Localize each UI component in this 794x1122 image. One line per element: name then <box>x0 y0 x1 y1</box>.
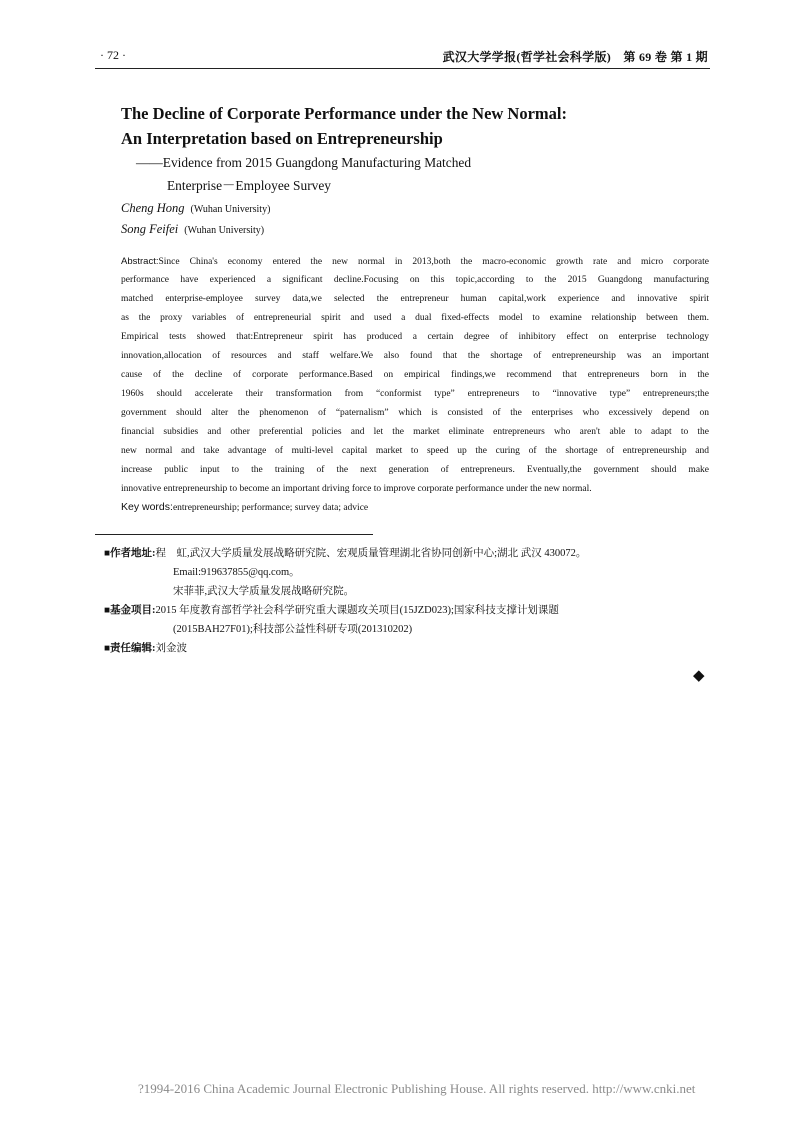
footnote-editor: ■责任编辑:刘金波 <box>104 643 188 654</box>
abstract-label: Abstract: <box>121 256 159 267</box>
page-number: · 72 · <box>100 48 126 62</box>
article-title <box>121 101 681 151</box>
footnote-label: 基金项目: <box>110 605 156 616</box>
keywords-label: Key words: <box>121 501 173 513</box>
article-subtitle <box>136 151 471 197</box>
abstract-line: government should alter the phenomenon of “paternalism” which is consisted of the enterprises who excessively depend on <box>121 408 709 418</box>
author-entry <box>121 222 264 237</box>
title-line: The Decline of Corporate Performance under the New Normal: <box>121 104 567 123</box>
square-bullet-icon: ■ <box>104 605 111 616</box>
footnote-email: Email:919637855@qq.com。 <box>173 567 300 578</box>
running-header <box>95 44 710 69</box>
subtitle-line: Enterprise－Employee Survey <box>167 178 331 193</box>
abstract-line: innovation,allocation of resources and staff welfare.We also found that the shortage of entrepreneurship was an important <box>121 351 709 361</box>
footnote-author-address: ■作者地址:程 虹,武汉大学质量发展战略研究院、宏观质量管理湖北省协同创新中心;湖北 武汉 430072。 <box>104 548 587 559</box>
footnote-label: 作者地址: <box>110 548 156 559</box>
abstract-line: new normal and take advantage of multi-level capital market to speed up the curing of the shortage of entrepreneurship and <box>121 446 709 456</box>
abstract-line: as the proxy variables of entrepreneurial spirit and used a dual fixed-effects model to examine relationship between them. <box>121 313 709 323</box>
abstract-line: 1960s should accelerate their transformation from “conformist type” entrepreneurs to “innovative type” entrepreneurs;the <box>121 389 709 399</box>
abstract-line: innovative entrepreneurship to become an important driving force to improve corporate performance under the new normal. <box>121 484 592 494</box>
copyright-notice: ?1994-2016 China Academic Journal Electronic Publishing House. All rights reserved. http://www.cnki.net <box>138 1081 696 1096</box>
footnote-label: 责任编辑: <box>110 643 156 654</box>
abstract-line: increase public input to the training of the next generation of entrepreneurs. Eventually,the government should make <box>121 465 709 475</box>
abstract-line: Empirical tests showed that:Entrepreneur spirit has produced a certain degree of inhibitory effect on enterprise technology <box>121 332 709 342</box>
footnote-funding-cont: (2015BAH27F01);科技部公益性科研专项(201310202) <box>173 624 413 635</box>
abstract-line: matched enterprise-employee survey data,we selected the entrepreneur human capital,work experience and innovative spirit <box>121 294 709 304</box>
author-affiliation: (Wuhan University) <box>190 204 271 215</box>
square-bullet-icon: ■ <box>104 548 111 559</box>
footnote-divider <box>95 534 373 535</box>
footnote-funding: ■基金项目:2015 年度教育部哲学社会科学研究重大课题攻关项目(15JZD023);国家科技支撑计划课题 <box>104 605 559 616</box>
footnote-author-2: 宋菲菲,武汉大学质量发展战略研究院。 <box>173 586 355 597</box>
abstract-line: Abstract:Since China's economy entered the new normal in 2013,both the macro-economic growth rate and micro corporate <box>121 256 709 267</box>
abstract-line: cause of the decline of corporate performance.Based on empirical findings,we recommend that entrepreneurs born in the <box>121 370 709 380</box>
abstract <box>121 252 709 499</box>
end-of-article-diamond-icon: ◆ <box>693 668 705 684</box>
author-name: Song Feifei <box>121 222 179 236</box>
square-bullet-icon: ■ <box>104 643 111 654</box>
keywords <box>121 501 368 513</box>
author-affiliation: (Wuhan University) <box>184 225 265 236</box>
author-entry <box>121 201 270 216</box>
subtitle-line: ——Evidence from 2015 Guangdong Manufacturing Matched <box>136 155 472 170</box>
abstract-line: performance have experienced a significant decline.Focusing on this topic,according to the 2015 Guangdong manufacturing <box>121 275 709 285</box>
abstract-line: financial subsidies and other preferential policies and let the market eliminate entrepreneurs who aren't able to adapt to the <box>121 427 709 437</box>
journal-info: 武汉大学学报(哲学社会科学版) 第 69 卷 第 1 期 <box>442 50 708 64</box>
author-name: Cheng Hong <box>121 201 185 215</box>
title-line: An Interpretation based on Entrepreneurship <box>121 129 443 148</box>
keywords-list: entrepreneurship; performance; survey data; advice <box>172 503 369 513</box>
